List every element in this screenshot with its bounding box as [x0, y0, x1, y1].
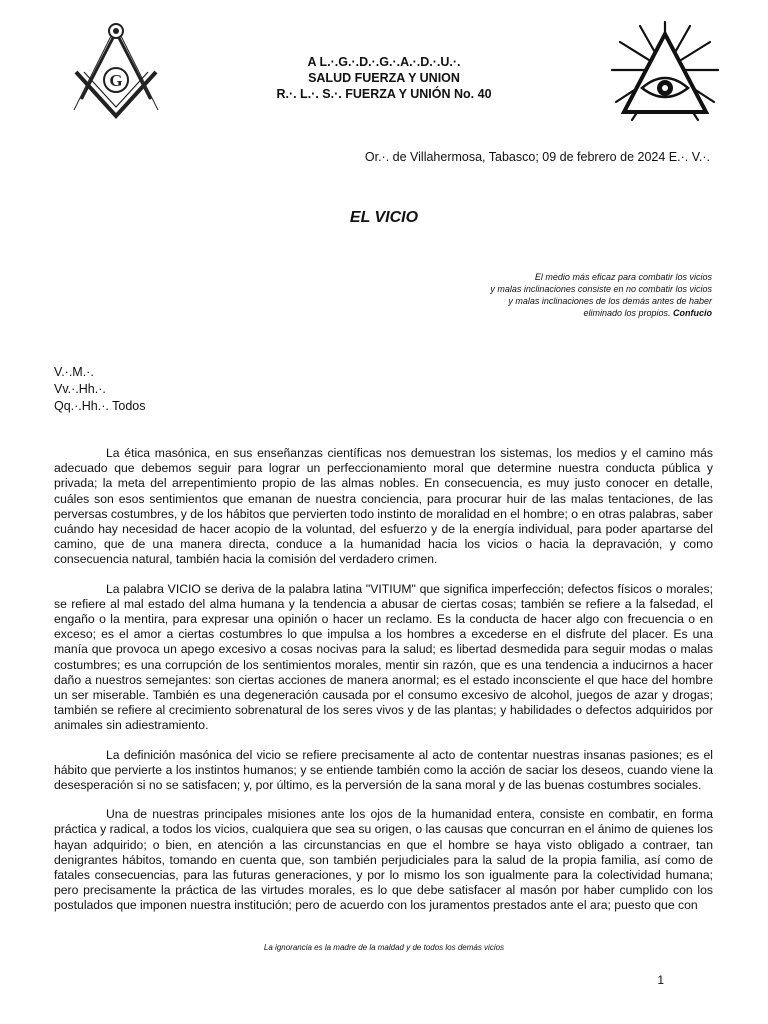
quote-line: y malas inclinaciones consiste en no combatir los vicios — [490, 284, 712, 294]
quote-line: y malas inclinaciones de los demás antes de haber — [508, 296, 712, 306]
epigraph-quote — [412, 271, 712, 319]
quote-line: eliminado los propios. — [583, 308, 671, 318]
header-line-1: A L.·.G.·.D.·.G.·.A.·.D.·.U.·. — [307, 55, 461, 69]
greeting — [54, 364, 145, 415]
date-line: Or.·. de Villahermosa, Tabasco; 09 de febrero de 2024 E.·. V.·. — [364, 150, 710, 164]
greeting-line: Vv.·.Hh.·. — [54, 382, 106, 396]
quote-line: El medio más eficaz para combatir los vicios — [534, 272, 712, 282]
lodge-header — [0, 54, 768, 102]
document-body — [54, 446, 713, 928]
body-paragraph: La definición masónica del vicio se refiere precisamente al acto de contentar nuestras insanas pasiones; es el hábito que pervierte a los instintos humanos; y se entiende también como la acción de saciar los deseos, cuando viene la desesperación si no se satisfacen; y, por último, es la perversión de la sana moral y de las buenas costumbres sociales. — [54, 747, 713, 793]
header-line-2: SALUD FUERZA Y UNION — [308, 71, 460, 85]
body-paragraph: La palabra VICIO se deriva de la palabra latina "VITIUM" que significa imperfección; defectos físicos o morales; se refiere al mal estado del alma humana y la tendencia a abusar de ciertas cosas; también se refiere a la falsedad, el engaño o la mentira, para expresar una opinión o hacer un reclamo. Es la conducta de hacer algo con frecuencia o en exceso; es el amor a ciertas costumbres lo que impulsa a los hombres a excederse en el disfrute del placer. Es una manía que provoca un apego excesivo a cosas nocivas para la salud; es libertad desmedida para seguir modas o malas costumbres; es una corrupción de los sentimientos morales, mentir sin razón, que es una tendencia a inducirnos a hacer daño a nuestros semejantes: son ciertas acciones de manera anormal; es el estado inconsciente el que hace del hombre un ser miserable. También es una degeneración causada por el consumo excesivo de alcohol, juegos de azar y drogas; también se refiere al crecimiento sobrenatural de los seres vivos y de las plantas; y habilidades o defectos adquiridos por animales sin adiestramiento. — [54, 581, 713, 733]
quote-line-last — [412, 307, 712, 319]
greeting-line: Qq.·.Hh.·. Todos — [54, 399, 146, 413]
quote-author: Confucio — [673, 308, 712, 318]
document-title: EL VICIO — [349, 209, 419, 226]
page-footer: La ignorancia es la madre de la maldad y de todos los demás vicios — [263, 943, 505, 952]
page-number: 1 — [657, 973, 664, 987]
logo-letter-g: G — [109, 71, 123, 90]
body-paragraph: Una de nuestras principales misiones ante los ojos de la humanidad entera, consiste en combatir, en forma práctica y radical, a todos los vicios, cualquiera que sea su origen, o las causas que concurran en el ánimo de quienes los hayan adquirido; o bien, en atención a las circunstancias en que el hombre se haya visto obligado a contraer, tan denigrantes hábitos, tomando en cuenta que, son también perjudiciales para la salud de la propia familia, así como de fatales consecuencias, para las futuras generaciones, y por lo mismo los son igualmente para la colectividad humana; pero precisamente la práctica de las virtudes morales, es lo que debe satisfacer al masón por haber cumplido con los postulados que imponen nuestra institución; pero de acuerdo con los juramentos prestados ante el ara; puesto que con — [54, 807, 713, 913]
header-line-3: R.·. L.·. S.·. FUERZA Y UNIÓN No. 40 — [276, 87, 492, 101]
greeting-line: V.·.M.·. — [54, 365, 94, 379]
body-paragraph: La ética masónica, en sus enseñanzas científicas nos demuestran los sistemas, los medios y el camino más adecuado que debemos seguir para lograr un perfeccionamiento moral que determine nuestra conducta pública y privada; la meta del arrepentimiento propio de las almas nobles. En consecuencia, es muy justo conocer en detalle, cuáles son esos sentimientos que emanan de nuestra conciencia, para procurar huir de las malas tentaciones, de las perversas costumbres, y de los hábitos que pervierten todo instinto de moralidad en el hombre; o en otras palabras, saber cuándo hay necesidad de hacer acopio de la voluntad, del esfuerzo y de la energía individual, para poder apartarse del camino, que de una manera directa, conduce a la humanidad hacia los vicios o hacia la depravación, y como consecuencia natural, también hacia la comisión del verdadero crimen. — [54, 446, 713, 567]
